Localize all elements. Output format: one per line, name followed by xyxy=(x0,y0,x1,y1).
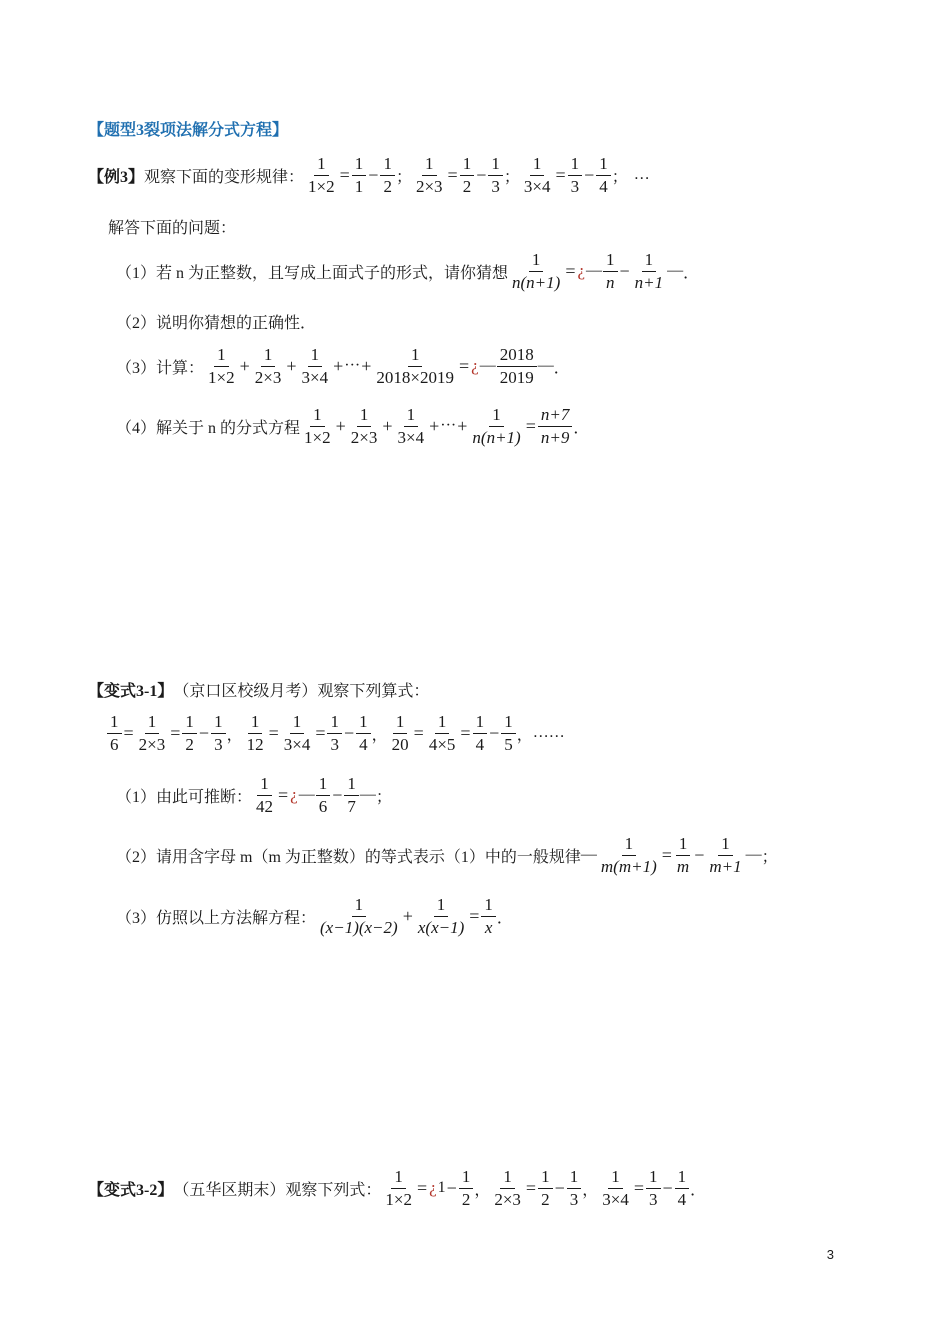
variant-3-1-question-3: （3）仿照以上方法解方程： $\frac{1}{(x-1)(x-2)}$ + $\frac{1}{x(x-1)}$ = $\frac{1}{x}$ ． xyxy=(116,895,513,937)
fraction: $\frac{1}{12}$ xyxy=(246,712,264,754)
example-3-question-2: （2）说明你猜想的正确性． xyxy=(116,315,317,332)
fraction: $\frac{1}{2\times 3}$ xyxy=(494,1167,521,1209)
fraction: $\frac{1}{1\times 2}$ xyxy=(308,154,335,196)
fraction: $\frac{1}{2018\times 2019}$ xyxy=(376,345,454,387)
fraction: $\frac{1}{3}$ xyxy=(646,1167,661,1209)
example-3-statement: 【例3】 观察下面的变形规律： $\frac{1}{1\times 2}$ = $\frac{1}{1}$ − $\frac{1}{2}$ ； $\frac{1}{2\times 3}$ = $\frac{1}{2}$ − $\frac{1}{3}$ ； $\frac{1}{3\times 4}$ = $\frac{1}{3}$ − $\frac{1}{4}$ ； … xyxy=(88,154,650,196)
fraction: $\frac{1}{5}$ xyxy=(501,712,516,754)
fraction: $\frac{1}{m+1}$ xyxy=(709,834,742,876)
unknown-glyph: ¿ xyxy=(429,1178,437,1198)
fraction: $\frac{1}{3\times 4}$ xyxy=(602,1167,629,1209)
answer-prompt: 解答下面的问题： xyxy=(108,220,237,237)
fraction: $\frac{1}{4}$ xyxy=(356,712,371,754)
fraction: $\frac{1}{3}$ xyxy=(567,1167,582,1209)
unknown-glyph: ¿ xyxy=(471,356,479,376)
page-number: 3 xyxy=(826,1247,834,1262)
fraction: $\frac{1}{3\times 4}$ xyxy=(397,405,425,447)
fraction: $\frac{1}{4}$ xyxy=(473,712,488,754)
fraction: $\frac{1}{2}$ xyxy=(459,1167,474,1209)
fraction: $\frac{1}{3}$ xyxy=(568,154,583,196)
fraction: $\frac{1}{x}$ xyxy=(481,895,496,937)
fraction: $\frac{1}{2}$ xyxy=(380,154,395,196)
fraction: $\frac{1}{3}$ xyxy=(488,154,503,196)
example-3-intro: 观察下面的变形规律： xyxy=(144,168,305,186)
fraction: $\frac{1}{2\times 3}$ xyxy=(138,712,166,754)
variant-3-1-statement: 【变式3-1】 （京口区校级月考）观察下列算式： xyxy=(88,678,429,701)
fraction: $\frac{1}{42}$ xyxy=(256,774,274,816)
variant-3-1-tag: 【变式3-1】 xyxy=(88,683,174,700)
fraction: $\frac{2018}{2019}$ xyxy=(497,345,537,387)
fraction: $\frac{1}{6}$ xyxy=(107,712,122,754)
fraction: $\frac{1}{(x-1)(x-2)}$ xyxy=(320,895,398,937)
fraction: $\frac{1}{n(n+1)}$ xyxy=(512,250,561,292)
fraction: $\frac{1}{3}$ xyxy=(211,712,226,754)
variant-3-2-statement: 【变式3-2】 （五华区期末）观察下列式： $\frac{1}{1\times 2}$ = ¿ 1 − $\frac{1}{2}$ ， $\frac{1}{2\times 3}$ = $\frac{1}{2}$ − $\frac{1}{3}$ ， $\frac{1}{3\times 4}$ = $\frac{1}{3}$ − $\frac{1}{4}$ ． xyxy=(88,1167,707,1209)
fraction: $\frac{1}{3\times 4}$ xyxy=(523,154,551,196)
fraction: $\frac{1}{m}$ xyxy=(676,834,690,876)
fraction: $\frac{1}{3}$ xyxy=(327,712,342,754)
example-3-question-3: （3）计算： $\frac{1}{1\times 2}$ + $\frac{1}{2\times 3}$ + $\frac{1}{3\times 4}$ + ··· + $\frac{1}{2018\times 2019}$ = ¿ — $\frac{2018}{2019}$ — ． xyxy=(116,345,570,387)
variant-3-1-equations: $\frac{1}{6}$ = $\frac{1}{2\times 3}$ = $\frac{1}{2}$ − $\frac{1}{3}$ ， $\frac{1}{12}$ = $\frac{1}{3\times 4}$ = $\frac{1}{3}$ − $\frac{1}{4}$ ， $\frac{1}{20}$ = $\frac{1}{4\times 5}$ = $\frac{1}{4}$ − $\frac{1}{5}$ ， …… xyxy=(106,712,565,754)
fraction: $\frac{1}{m(m+1)}$ xyxy=(600,834,657,876)
variant-3-1-question-1: （1）由此可推断： $\frac{1}{42}$ = ¿ — $\frac{1}{6}$ − $\frac{1}{7}$ — ； xyxy=(116,774,392,816)
example-3-question-1: （1）若 n 为正整数，且写成上面式子的形式，请你猜想 $\frac{1}{n(n+1)}$ = ¿ — $\frac{1}{n}$ − $\frac{1}{n+1}$ — ． xyxy=(116,250,700,292)
fraction: $\frac{1}{1\times 2}$ xyxy=(208,345,235,387)
fraction: $\frac{1}{n+1}$ xyxy=(634,250,664,292)
fraction: $\frac{1}{n}$ xyxy=(603,250,618,292)
fraction: $\frac{1}{3\times 4}$ xyxy=(301,345,329,387)
fraction: $\frac{1}{7}$ xyxy=(344,774,359,816)
example-3-tag: 【例3】 xyxy=(88,168,145,186)
example-3-question-4: （4）解关于 n 的分式方程 $\frac{1}{1\times 2}$ + $\frac{1}{2\times 3}$ + $\frac{1}{3\times 4}$ + ··· + $\frac{1}{n(n+1)}$ = $\frac{n+7}{n+9}$ ． xyxy=(116,405,590,447)
section-heading-text: 【题型3裂项法解分式方程】 xyxy=(88,122,289,139)
fraction: $\frac{1}{2}$ xyxy=(182,712,197,754)
unknown-glyph: ¿ xyxy=(577,261,586,281)
section-heading xyxy=(88,117,288,140)
fraction: $\frac{1}{1\times 2}$ xyxy=(385,1167,412,1209)
fraction: $\frac{1}{20}$ xyxy=(391,712,409,754)
fraction: $\frac{1}{2\times 3}$ xyxy=(254,345,282,387)
fraction: $\frac{1}{2}$ xyxy=(538,1167,553,1209)
fraction: $\frac{1}{6}$ xyxy=(316,774,331,816)
fraction: $\frac{1}{2}$ xyxy=(460,154,475,196)
fraction: $\frac{1}{4\times 5}$ xyxy=(428,712,456,754)
unknown-glyph: ¿ xyxy=(290,785,298,805)
fraction: $\frac{1}{1}$ xyxy=(352,154,367,196)
fraction: $\frac{1}{4}$ xyxy=(596,154,611,196)
fraction: $\frac{1}{4}$ xyxy=(675,1167,690,1209)
variant-3-2-tag: 【变式3-2】 xyxy=(88,1181,174,1199)
fraction: $\frac{1}{2\times 3}$ xyxy=(350,405,378,447)
variant-3-1-question-2: （2）请用含字母 m（m 为正整数）的等式表示（1）中的一般规律 — $\frac{1}{m(m+1)}$ = $\frac{1}{m}$ − $\frac{1}{m+1}$ — ； xyxy=(116,834,778,876)
fraction: $\frac{1}{n(n+1)}$ xyxy=(472,405,521,447)
fraction: $\frac{1}{x(x-1)}$ xyxy=(417,895,465,937)
fraction: $\frac{1}{2\times 3}$ xyxy=(415,154,443,196)
fraction: $\frac{n+7}{n+9}$ xyxy=(538,405,572,447)
fraction: $\frac{1}{3\times 4}$ xyxy=(283,712,311,754)
fraction: $\frac{1}{1\times 2}$ xyxy=(304,405,331,447)
